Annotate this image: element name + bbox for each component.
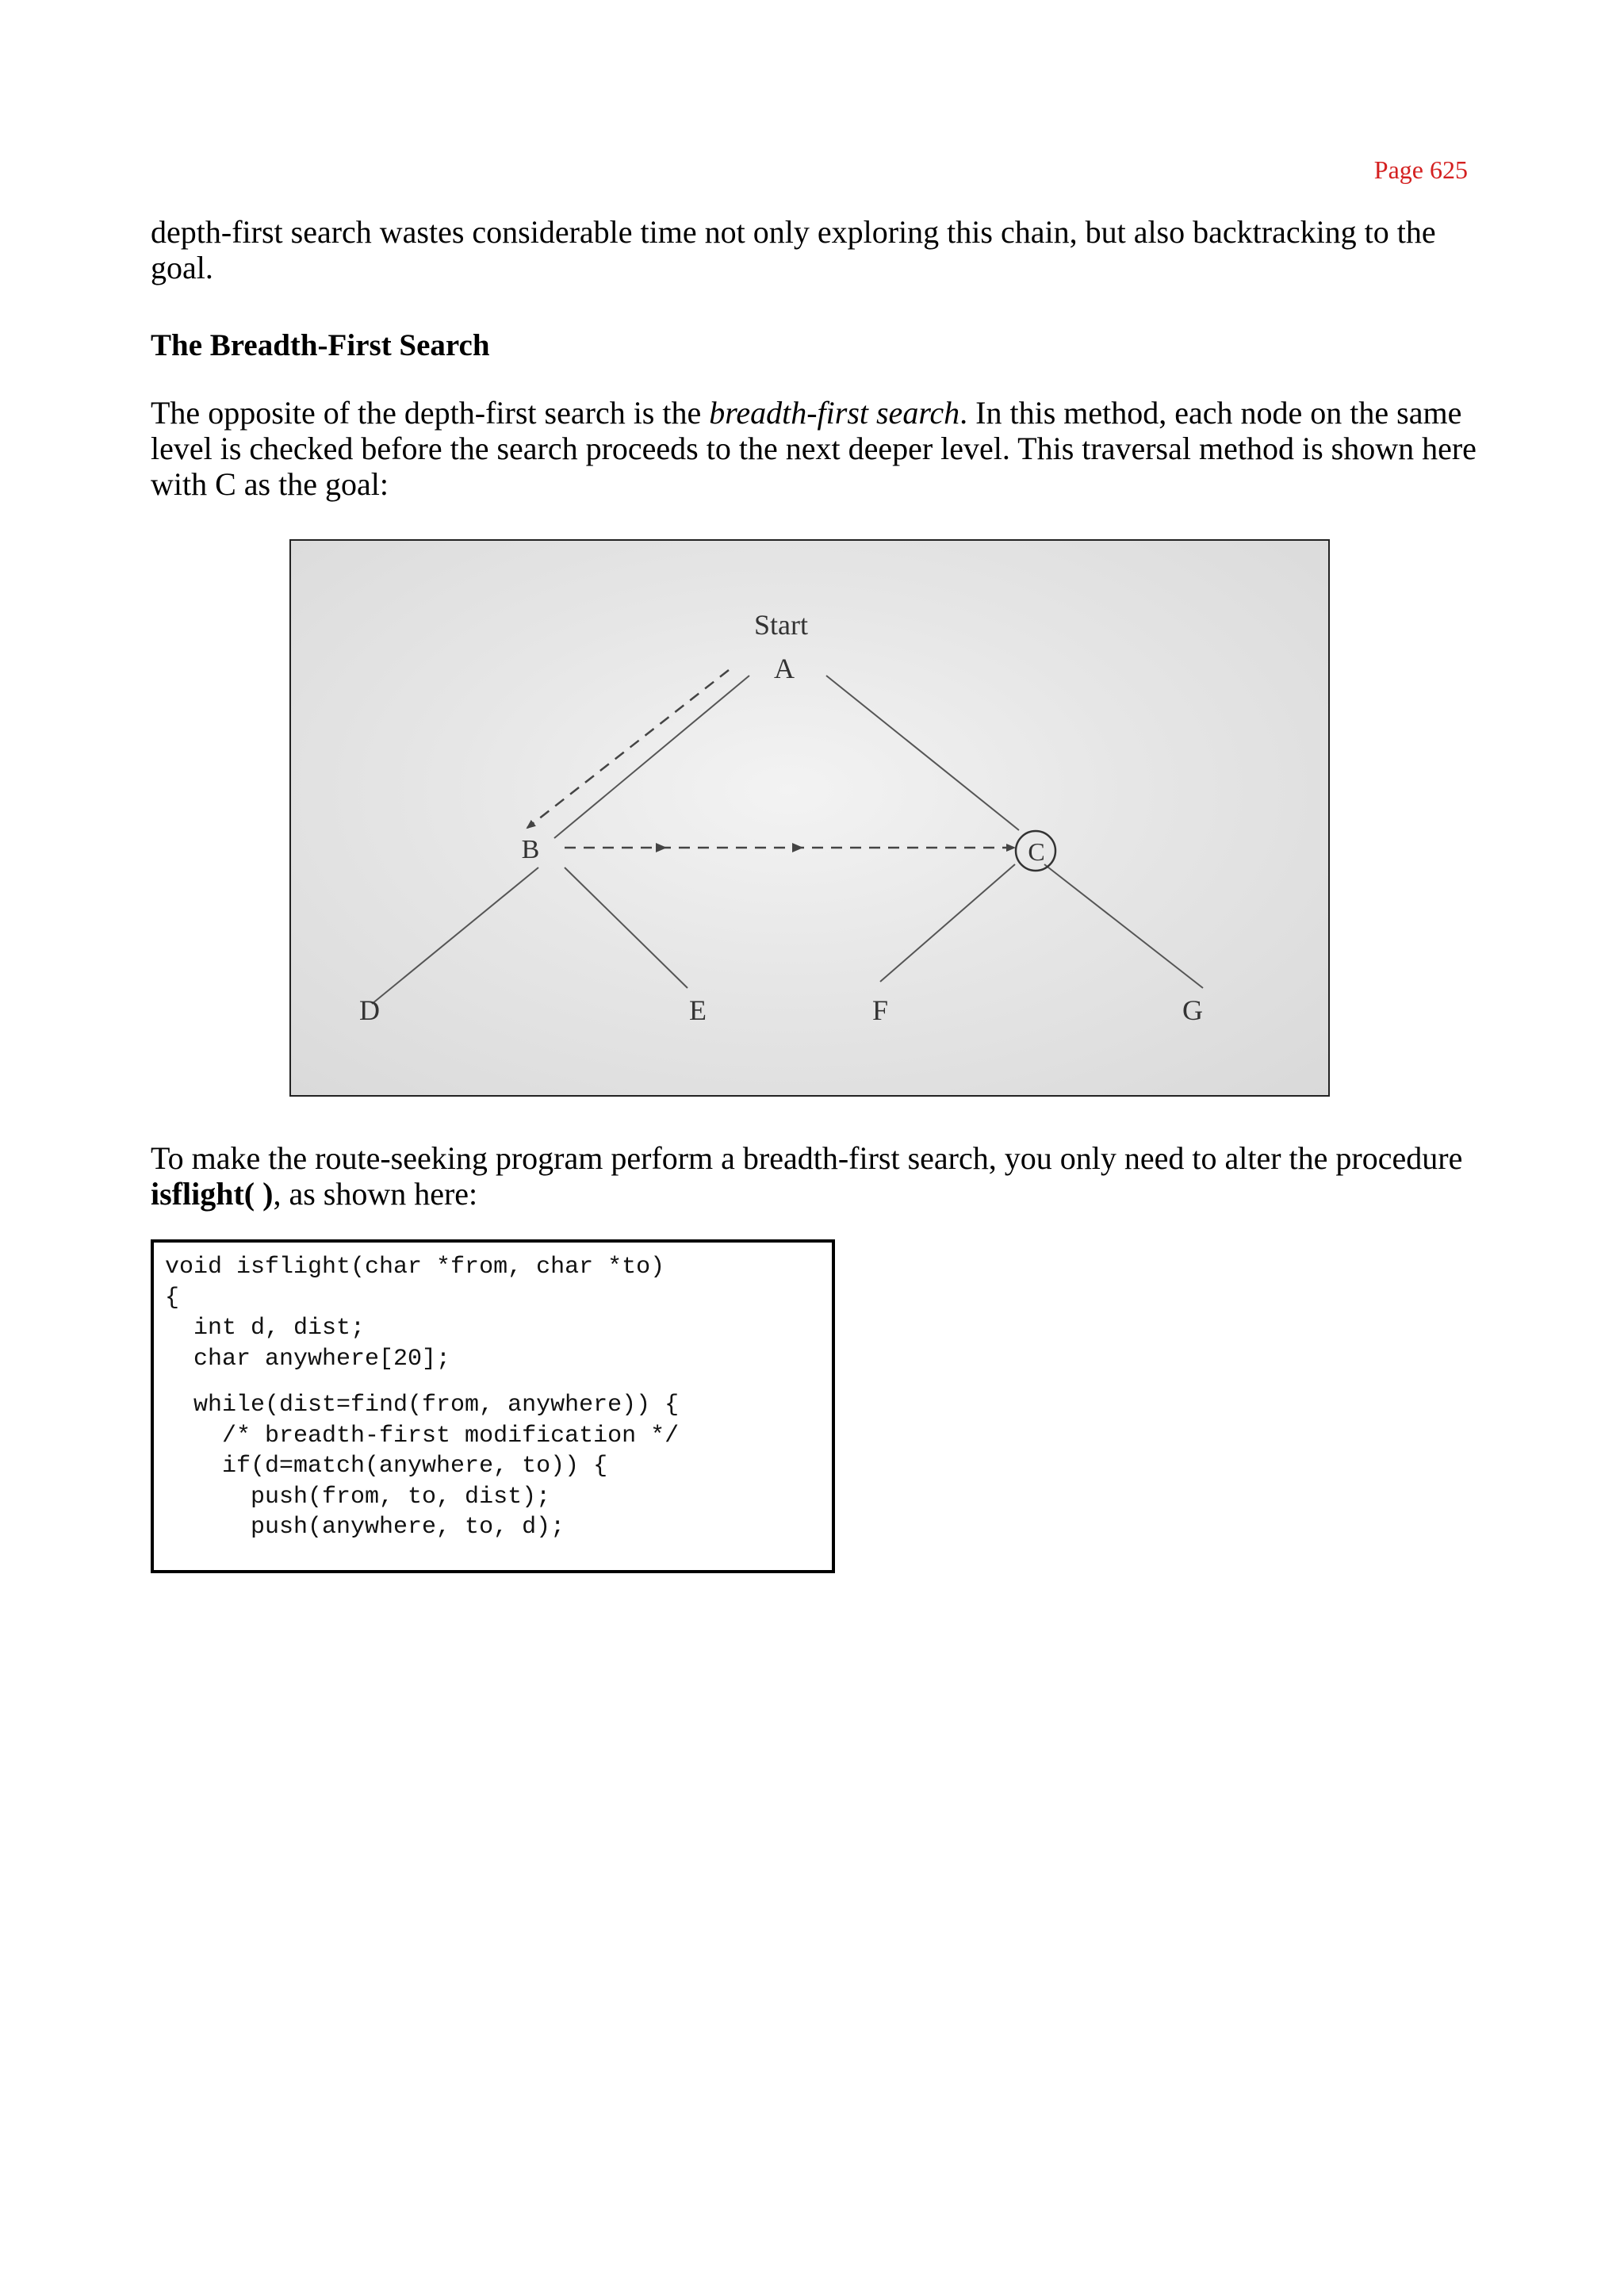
code-listing: [151, 1239, 835, 1573]
code-line: push(anywhere, to, d);: [165, 1514, 565, 1541]
tree-diagram: [291, 541, 1328, 1095]
edge-b-e: [565, 867, 688, 988]
page-number: Page 625: [1373, 155, 1468, 184]
node-d-label: D: [359, 994, 380, 1026]
start-label: Start: [754, 609, 808, 641]
edge-c-f: [880, 864, 1015, 982]
section-heading: The Breadth-First Search: [151, 328, 490, 362]
traversal-arrow-a-to-b: [527, 670, 729, 828]
traversal-arrow-mid-marker: [656, 843, 667, 852]
code-blank-line: [165, 1374, 821, 1390]
function-name: isflight( ): [151, 1176, 274, 1212]
paragraph-text: , as shown here:: [273, 1176, 478, 1212]
breadth-first-tree-figure: [289, 539, 1330, 1097]
code-line: int d, dist;: [165, 1315, 366, 1342]
paragraph-isflight-intro: [151, 1140, 1483, 1212]
node-f-label: F: [871, 994, 889, 1026]
code-line: {: [165, 1284, 180, 1312]
paragraph-text: . In this method, each node on the same level is checked before the search proceeds to the next deeper level. This traversal method is shown here with C as the goal:: [151, 395, 1477, 502]
code-line: while(dist=find(from, anywhere)) {: [165, 1392, 680, 1419]
edge-c-g: [1044, 864, 1203, 988]
code-line: push(from, to, dist);: [165, 1483, 551, 1511]
traversal-arrow-mid-marker: [792, 843, 803, 852]
node-e-label: E: [689, 994, 707, 1026]
code-line: void isflight(char *from, char *to): [165, 1254, 665, 1281]
edge-a-b: [554, 676, 749, 838]
paragraph-text: To make the route-seeking program perform a breadth-first search, you only need to alter the procedure: [151, 1140, 1463, 1176]
code-line: if(d=match(anywhere, to)) {: [165, 1453, 608, 1480]
emphasis-term: breadth-first search: [709, 395, 960, 431]
edge-a-c: [826, 676, 1019, 830]
paragraph-intro: depth-first search wastes considerable time not only exploring this chain, but also backtracking to the goal.: [151, 214, 1436, 285]
code-line: char anywhere[20];: [165, 1345, 451, 1373]
edge-b-d: [372, 867, 538, 1004]
node-c-label: C: [1028, 837, 1045, 866]
node-b-label: B: [521, 835, 540, 864]
node-a-label: A: [774, 653, 795, 684]
paragraph-breadth-first-description: [151, 395, 1483, 502]
paragraph-text: The opposite of the depth-first search is the: [151, 395, 710, 431]
code-line: /* breadth-first modification */: [165, 1422, 680, 1450]
node-g-label: G: [1182, 994, 1203, 1026]
